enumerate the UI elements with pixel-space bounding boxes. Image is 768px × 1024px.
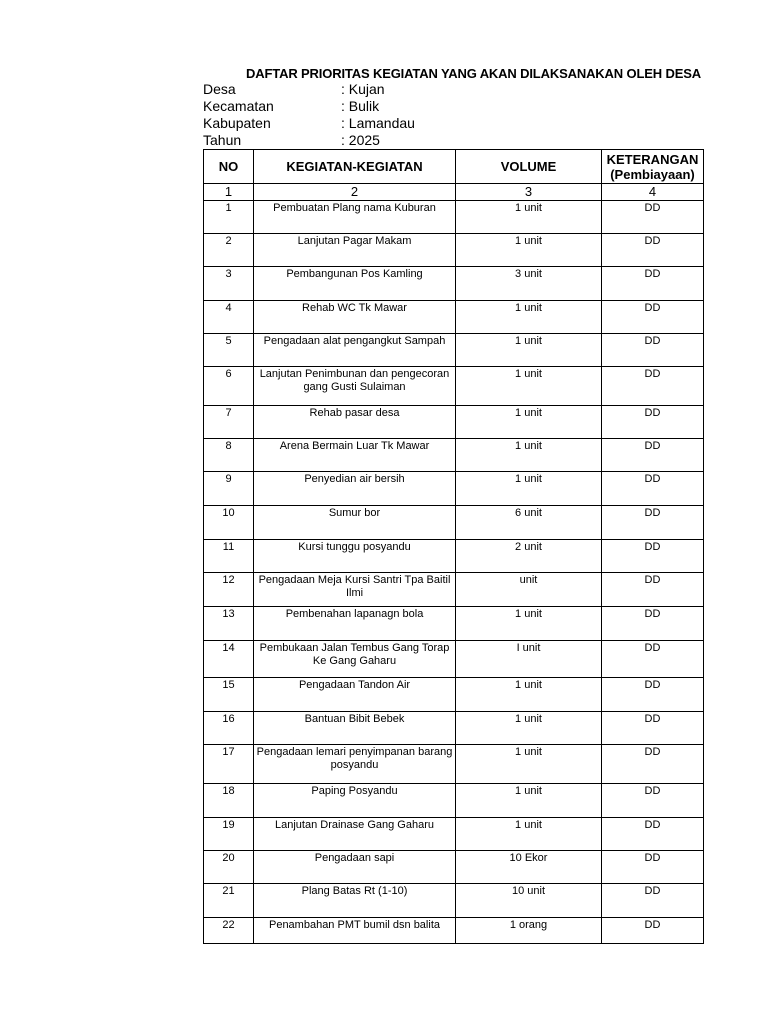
- table-row: [204, 884, 704, 918]
- cell-keterangan: DD: [602, 367, 704, 406]
- cell-keterangan: DD: [602, 818, 704, 851]
- meta-label: Desa: [203, 81, 236, 97]
- cell-kegiatan: Sumur bor: [254, 506, 456, 540]
- cell-keterangan: DD: [602, 573, 704, 607]
- cell-volume: 1 unit: [456, 678, 602, 712]
- cell-volume: 1 unit: [456, 367, 602, 406]
- cell-volume: 1 unit: [456, 818, 602, 851]
- cell-keterangan: DD: [602, 472, 704, 506]
- cell-volume: 1 unit: [456, 745, 602, 784]
- cell-volume: 6 unit: [456, 506, 602, 540]
- cell-volume: 1 unit: [456, 301, 602, 334]
- meta-label: Kecamatan: [203, 98, 274, 114]
- table-row: [204, 678, 704, 712]
- cell-keterangan: DD: [602, 334, 704, 367]
- cell-no: 4: [204, 301, 254, 334]
- column-number: 2: [254, 184, 456, 201]
- table-row: [204, 540, 704, 573]
- cell-no: 20: [204, 851, 254, 884]
- cell-kegiatan: Bantuan Bibit Bebek: [254, 712, 456, 745]
- column-number-row: [204, 184, 704, 201]
- cell-kegiatan: Pengadaan alat pengangkut Sampah: [254, 334, 456, 367]
- meta-value: : 2025: [341, 132, 380, 148]
- cell-volume: unit: [456, 573, 602, 607]
- table-row: [204, 506, 704, 540]
- meta-label: Kabupaten: [203, 115, 271, 131]
- cell-kegiatan: Rehab WC Tk Mawar: [254, 301, 456, 334]
- cell-keterangan: DD: [602, 851, 704, 884]
- cell-volume: 1 unit: [456, 784, 602, 818]
- cell-volume: I unit: [456, 641, 602, 678]
- cell-kegiatan: Penambahan PMT bumil dsn balita: [254, 918, 456, 944]
- cell-keterangan: DD: [602, 745, 704, 784]
- priority-table: [203, 149, 704, 944]
- table-row: [204, 851, 704, 884]
- table-row: [204, 745, 704, 784]
- meta-row-tahun: [203, 132, 503, 149]
- meta-row-desa: [203, 81, 503, 98]
- cell-kegiatan: Pembenahan lapanagn bola: [254, 607, 456, 641]
- cell-keterangan: DD: [602, 234, 704, 267]
- cell-kegiatan: Penyedian air bersih: [254, 472, 456, 506]
- table-row: [204, 818, 704, 851]
- cell-no: 21: [204, 884, 254, 918]
- table-row: [204, 406, 704, 439]
- cell-keterangan: DD: [602, 607, 704, 641]
- table-row: [204, 234, 704, 267]
- table-body: [204, 201, 704, 944]
- cell-volume: 1 unit: [456, 439, 602, 472]
- table-row: [204, 367, 704, 406]
- cell-no: 1: [204, 201, 254, 234]
- table-row: [204, 573, 704, 607]
- cell-keterangan: DD: [602, 406, 704, 439]
- cell-kegiatan: Pembuatan Plang nama Kuburan: [254, 201, 456, 234]
- cell-volume: 1 unit: [456, 334, 602, 367]
- cell-keterangan: DD: [602, 641, 704, 678]
- cell-volume: 10 unit: [456, 884, 602, 918]
- cell-keterangan: DD: [602, 201, 704, 234]
- column-number: 3: [456, 184, 602, 201]
- cell-keterangan: DD: [602, 540, 704, 573]
- meta-value: : Kujan: [341, 81, 385, 97]
- cell-no: 10: [204, 506, 254, 540]
- cell-volume: 2 unit: [456, 540, 602, 573]
- cell-kegiatan: Pengadaan sapi: [254, 851, 456, 884]
- table-row: [204, 301, 704, 334]
- cell-kegiatan: Paping Posyandu: [254, 784, 456, 818]
- cell-no: 9: [204, 472, 254, 506]
- table-row: [204, 784, 704, 818]
- header-volume: VOLUME: [456, 150, 602, 184]
- cell-no: 19: [204, 818, 254, 851]
- table-row: [204, 439, 704, 472]
- cell-no: 18: [204, 784, 254, 818]
- cell-no: 5: [204, 334, 254, 367]
- cell-kegiatan: Pembangunan Pos Kamling: [254, 267, 456, 301]
- meta-label: Tahun: [203, 132, 242, 148]
- table-row: [204, 472, 704, 506]
- cell-volume: 1 unit: [456, 234, 602, 267]
- table-row: [204, 267, 704, 301]
- cell-no: 22: [204, 918, 254, 944]
- cell-no: 7: [204, 406, 254, 439]
- cell-no: 11: [204, 540, 254, 573]
- table-row: [204, 334, 704, 367]
- table-row: [204, 918, 704, 944]
- cell-no: 15: [204, 678, 254, 712]
- document-title: DAFTAR PRIORITAS KEGIATAN YANG AKAN DILAKSANAKAN OLEH DESA: [246, 66, 701, 81]
- header-keterangan-sub: (Pembiayaan): [610, 166, 695, 182]
- cell-no: 6: [204, 367, 254, 406]
- column-number: 4: [602, 184, 704, 201]
- cell-kegiatan: Arena Bermain Luar Tk Mawar: [254, 439, 456, 472]
- cell-keterangan: DD: [602, 884, 704, 918]
- meta-row-kecamatan: [203, 98, 503, 115]
- table-row: [204, 641, 704, 678]
- cell-kegiatan: Plang Batas Rt (1-10): [254, 884, 456, 918]
- cell-no: 17: [204, 745, 254, 784]
- cell-volume: 1 unit: [456, 472, 602, 506]
- cell-keterangan: DD: [602, 506, 704, 540]
- cell-no: 16: [204, 712, 254, 745]
- cell-keterangan: DD: [602, 267, 704, 301]
- table-header-row: [204, 150, 704, 184]
- cell-volume: 10 Ekor: [456, 851, 602, 884]
- cell-kegiatan: Pembukaan Jalan Tembus Gang Torap Ke Gang Gaharu: [254, 641, 456, 678]
- cell-kegiatan: Lanjutan Drainase Gang Gaharu: [254, 818, 456, 851]
- table-row: [204, 201, 704, 234]
- cell-keterangan: DD: [602, 301, 704, 334]
- cell-keterangan: DD: [602, 918, 704, 944]
- cell-kegiatan: Lanjutan Pagar Makam: [254, 234, 456, 267]
- cell-kegiatan: Pengadaan Meja Kursi Santri Tpa Baitil Ilmi: [254, 573, 456, 607]
- cell-kegiatan: Pengadaan Tandon Air: [254, 678, 456, 712]
- cell-keterangan: DD: [602, 678, 704, 712]
- cell-volume: 1 unit: [456, 607, 602, 641]
- header-keterangan-label: KETERANGAN: [606, 151, 699, 167]
- table-row: [204, 607, 704, 641]
- cell-no: 2: [204, 234, 254, 267]
- meta-value: : Bulik: [341, 98, 380, 114]
- header-keterangan: [602, 150, 704, 184]
- cell-no: 8: [204, 439, 254, 472]
- cell-no: 13: [204, 607, 254, 641]
- cell-keterangan: DD: [602, 712, 704, 745]
- cell-no: 12: [204, 573, 254, 607]
- document-meta: [203, 81, 503, 149]
- cell-kegiatan: Rehab pasar desa: [254, 406, 456, 439]
- cell-kegiatan: Lanjutan Penimbunan dan pengecoran gang Gusti Sulaiman: [254, 367, 456, 406]
- cell-volume: 1 unit: [456, 712, 602, 745]
- column-number: 1: [204, 184, 254, 201]
- cell-no: 3: [204, 267, 254, 301]
- header-kegiatan: KEGIATAN-KEGIATAN: [254, 150, 456, 184]
- cell-volume: 1 unit: [456, 201, 602, 234]
- meta-row-kabupaten: [203, 115, 503, 132]
- meta-value: : Lamandau: [341, 115, 415, 131]
- cell-volume: 3 unit: [456, 267, 602, 301]
- cell-no: 14: [204, 641, 254, 678]
- table-row: [204, 712, 704, 745]
- cell-kegiatan: Pengadaan lemari penyimpanan barang posyandu: [254, 745, 456, 784]
- cell-volume: 1 unit: [456, 406, 602, 439]
- cell-kegiatan: Kursi tunggu posyandu: [254, 540, 456, 573]
- cell-volume: 1 orang: [456, 918, 602, 944]
- cell-keterangan: DD: [602, 439, 704, 472]
- header-no: NO: [204, 150, 254, 184]
- cell-keterangan: DD: [602, 784, 704, 818]
